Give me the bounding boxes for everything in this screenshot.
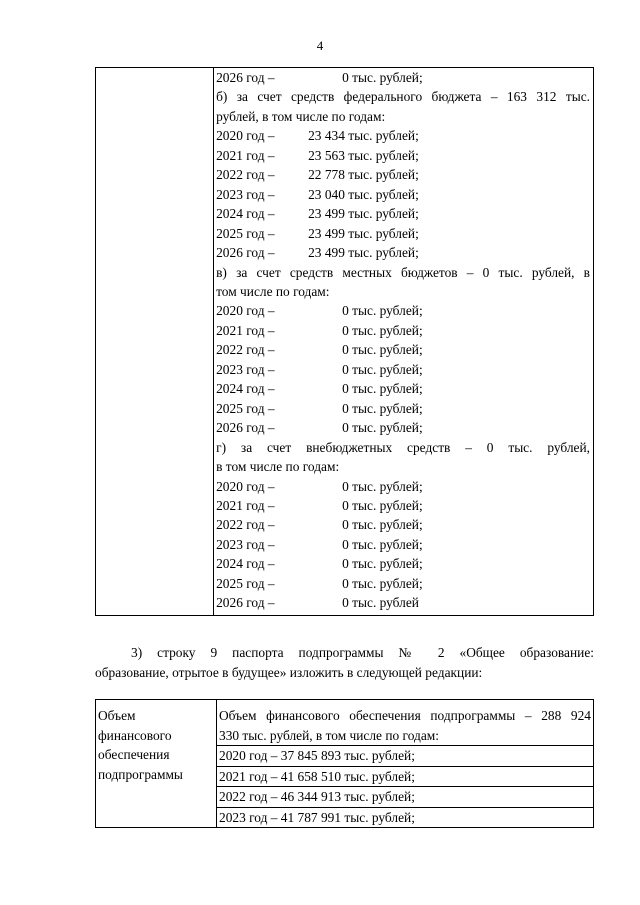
table1-line: [216, 554, 590, 573]
table1-line: [216, 146, 590, 165]
table1-line: [216, 515, 590, 534]
table1-line: в том числе по годам:: [216, 459, 340, 475]
table1-line: [216, 593, 590, 612]
amount-value: 0 тыс. рублей;: [342, 361, 423, 377]
label-line: подпрограммы: [98, 766, 183, 782]
table1-line: [216, 185, 590, 204]
table1-line: в) за счет средств местных бюджетов – 0 тыс. рублей, в: [216, 264, 590, 280]
table1-content-cell: [214, 68, 594, 616]
amount-value: 0 тыс. рублей;: [342, 303, 423, 319]
year-label: 2025 год –: [216, 225, 275, 241]
year-label: 2024 год –: [216, 556, 275, 572]
year-label: 2022 год –: [216, 342, 275, 358]
table2-line: 2020 год – 37 845 893 тыс. рублей;: [219, 748, 415, 763]
table1-line: [216, 68, 590, 87]
table2-line: 330 тыс. рублей, в том числе по годам:: [219, 727, 439, 743]
amount-value: 23 040 тыс. рублей;: [308, 186, 419, 202]
year-label: 2021 год –: [216, 497, 275, 513]
year-label: 2021 год –: [216, 322, 275, 338]
table1-line: [216, 165, 590, 184]
table1-line: б) за счет средств федерального бюджета – 163 312 тыс.: [216, 89, 590, 105]
table1-line: рублей, в том числе по годам:: [216, 108, 386, 124]
subprogram-funding-table: [95, 699, 594, 828]
table2-line: 2023 год – 41 787 991 тыс. рублей;: [219, 809, 415, 825]
table1-line: [216, 360, 590, 379]
table1-line: г) за счет внебюджетных средств – 0 тыс. рублей,: [216, 439, 590, 455]
table2-line: 2022 год – 46 344 913 тыс. рублей;: [219, 789, 415, 804]
year-label: 2026 год –: [216, 245, 275, 261]
amount-value: 0 тыс. рублей;: [342, 536, 423, 552]
table2-label-cell: [96, 700, 217, 828]
year-label: 2024 год –: [216, 381, 275, 397]
table2-label: [98, 706, 216, 784]
year-label: 2020 год –: [216, 478, 275, 494]
table2-content-cell: [217, 700, 594, 828]
amount-value: 0 тыс. рублей;: [342, 400, 423, 416]
amount-value: 0 тыс. рублей;: [342, 478, 423, 494]
year-label: 2026 год –: [216, 70, 275, 85]
amount-value: 0 тыс. рублей;: [342, 517, 423, 533]
year-label: 2020 год –: [216, 128, 275, 144]
year-label: 2023 год –: [216, 536, 275, 552]
year-label: 2023 год –: [216, 186, 275, 202]
year-label: 2026 год –: [216, 595, 275, 611]
label-line: обеспечения: [98, 747, 170, 762]
table2-lines: [219, 706, 591, 827]
table2-line: 2021 год – 41 658 510 тыс. рублей;: [219, 768, 415, 784]
year-label: 2025 год –: [216, 400, 275, 416]
table1-line: [216, 379, 590, 398]
amount-value: 23 499 тыс. рублей;: [308, 245, 419, 261]
table1-line: том числе по годам:: [216, 283, 330, 299]
amount-value: 0 тыс. рублей;: [342, 420, 423, 436]
table1-line: [216, 477, 590, 496]
paragraph-line-2: образование, отрытое в будущее» изложить в следующей редакции:: [95, 665, 483, 680]
label-line: Объем: [98, 708, 136, 723]
amount-value: 22 778 тыс. рублей;: [308, 167, 419, 183]
year-label: 2025 год –: [216, 575, 275, 591]
table1-line: [216, 204, 590, 223]
amount-value: 0 тыс. рублей;: [342, 497, 423, 513]
year-label: 2023 год –: [216, 361, 275, 377]
amount-value: 23 499 тыс. рублей;: [308, 225, 419, 241]
amount-value: 0 тыс. рублей;: [342, 575, 423, 591]
amount-value: 0 тыс. рублей;: [342, 381, 423, 397]
funding-table-continued: [95, 67, 594, 616]
table1-line: [216, 224, 590, 243]
amount-value: 0 тыс. рублей;: [342, 70, 423, 85]
table1-line: [216, 126, 590, 145]
amount-value: 23 499 тыс. рублей;: [308, 206, 419, 222]
table1-line: [216, 535, 590, 554]
year-label: 2021 год –: [216, 147, 275, 163]
table1-line: [216, 301, 590, 320]
year-label: 2022 год –: [216, 517, 275, 533]
table2-line: Объем финансового обеспечения подпрограммы – 288 924: [219, 708, 591, 723]
paragraph-line-1: 3) строку 9 паспорта подпрограммы № 2 «Общее образование:: [131, 645, 594, 660]
label-line: финансового: [98, 727, 172, 743]
year-label: 2024 год –: [216, 206, 275, 222]
amount-value: 0 тыс. рублей;: [342, 342, 423, 358]
amount-value: 23 434 тыс. рублей;: [308, 128, 419, 144]
table1-line: [216, 574, 590, 593]
table1-line: [216, 321, 590, 340]
table1-label-cell: [96, 68, 214, 616]
year-label: 2022 год –: [216, 167, 275, 183]
table1-lines: [216, 68, 590, 613]
table1-line: [216, 496, 590, 515]
amount-value: 0 тыс. рублей;: [342, 556, 423, 572]
amendment-paragraph: [95, 643, 594, 683]
table1-line: [216, 340, 590, 359]
table1-line: [216, 243, 590, 262]
amount-value: 0 тыс. рублей;: [342, 322, 423, 338]
table1-line: [216, 418, 590, 437]
table1-line: [216, 399, 590, 418]
year-label: 2020 год –: [216, 303, 275, 319]
page-number: 4: [316, 38, 324, 53]
amount-value: 0 тыс. рублей: [342, 595, 419, 611]
amount-value: 23 563 тыс. рублей;: [308, 147, 419, 163]
year-label: 2026 год –: [216, 420, 275, 436]
